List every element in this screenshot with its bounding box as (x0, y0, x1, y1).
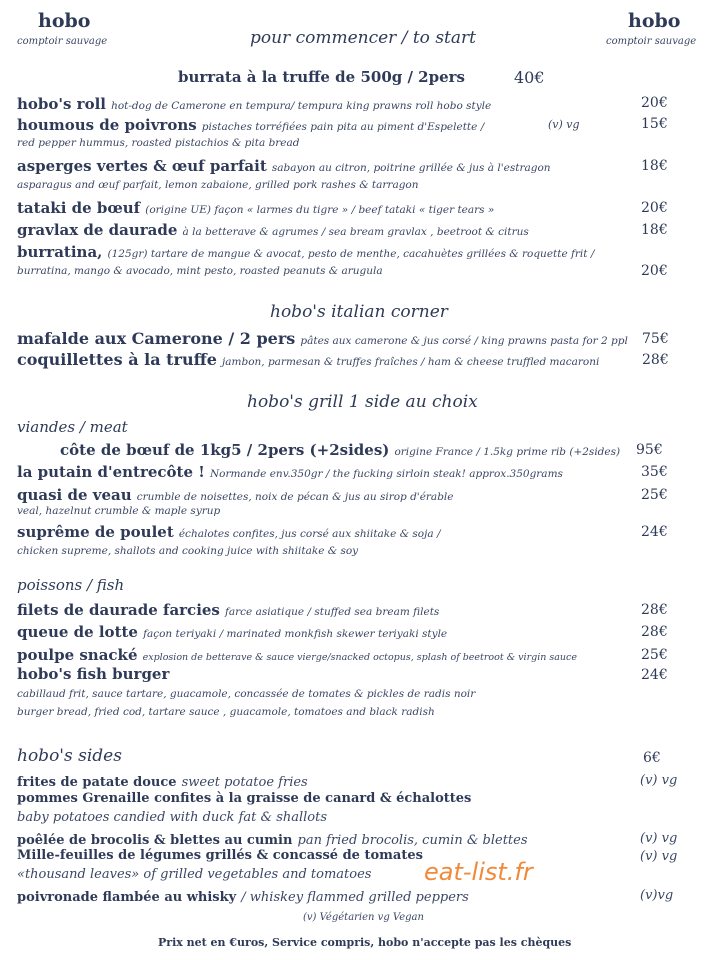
menu-item-price: 75€ (642, 331, 669, 347)
menu-item-name: gravlax de daurade (17, 221, 178, 239)
side-item-desc: / whiskey flammed grilled peppers (241, 890, 469, 905)
menu-item (17, 198, 494, 217)
menu-item-desc-en: asparagus and œuf parfait, lemon zabaione, grilled pork rashes & tarragon (17, 179, 419, 191)
menu-item-desc: (125gr) tartare de mangue & avocat, pesto de menthe, cacahuètes grillées & roquette frit / (107, 248, 595, 260)
side-item-name: poêlée de brocolis & blettes au cumin (17, 833, 293, 848)
menu-item (17, 485, 453, 504)
menu-item-price: 40€ (514, 68, 545, 87)
menu-item-price: 95€ (636, 442, 663, 458)
subsection-fish: poissons / fish (17, 576, 125, 594)
menu-item-desc: pistaches torréfiées pain pita au piment d'Espelette / (201, 121, 485, 133)
brand-right: hobo (628, 10, 681, 32)
veg-marker: (v) vg (640, 773, 678, 788)
menu-item-price: 18€ (641, 158, 668, 174)
menu-item (17, 115, 484, 134)
tagline-left: comptoir sauvage (17, 36, 108, 47)
veg-marker: (v) vg (548, 118, 580, 131)
menu-item-desc-en: burger bread, fried cod, tartare sauce , guacamole, tomatoes and black radish (17, 706, 435, 718)
side-item (17, 829, 528, 848)
menu-item-desc: cabillaud frit, sauce tartare, guacamole, concassée de tomates & pickles de radis noir (17, 688, 476, 700)
menu-item-price: 35€ (641, 464, 668, 480)
menu-item-price: 20€ (641, 263, 668, 279)
menu-item-desc: farce asiatique / stuffed sea bream filets (224, 606, 440, 618)
side-item (17, 886, 469, 905)
menu-item-name: houmous de poivrons (17, 116, 197, 134)
menu-item-name: filets de daurade farcies (17, 601, 220, 619)
menu-item-name: asperges vertes & œuf parfait (17, 157, 267, 175)
menu-item (17, 94, 491, 113)
side-item-desc: pan fried brocolis, cumin & blettes (297, 833, 528, 848)
menu-item (17, 220, 529, 239)
menu-item (17, 242, 594, 261)
side-item-name: frites de patate douce (17, 775, 177, 790)
sides-price: 6€ (643, 750, 661, 766)
subsection-meat: viandes / meat (17, 418, 128, 436)
veg-marker: (v) vg (640, 849, 678, 864)
menu-item-name: coquillettes à la truffe (17, 350, 217, 369)
menu-item (17, 462, 563, 481)
menu-item-name: tataki de bœuf (17, 199, 141, 217)
menu-item-price: 24€ (641, 667, 668, 683)
veg-marker: (v) vg (640, 831, 678, 846)
menu-item-name: la putain d'entrecôte ! (17, 463, 205, 481)
menu-item-name: burratina, (17, 243, 103, 261)
menu-item (17, 156, 551, 175)
menu-item-price: 15€ (641, 116, 668, 132)
side-item-name: pommes Grenaille confites à la graisse de canard & échalottes (17, 791, 472, 806)
menu-item (17, 522, 441, 541)
menu-item-desc: origine France / 1.5kg prime rib (+2sides) (394, 446, 621, 458)
section-title-grill: hobo's grill 1 side au choix (247, 392, 478, 412)
menu-item-name: quasi de veau (17, 486, 132, 504)
menu-item-desc: façon teriyaki / marinated monkfish skewer teriyaki style (143, 628, 448, 640)
menu-item (17, 622, 447, 641)
menu-item-desc-en: chicken supreme, shallots and cooking juice with shiitake & soy (17, 545, 359, 557)
watermark: eat-list.fr (424, 858, 533, 886)
menu-item (17, 329, 628, 348)
veg-legend: (v) Végétarien vg Vegan (303, 912, 424, 923)
menu-item-desc-en: burratina, mango & avocado, mint pesto, roasted peanuts & arugula (17, 265, 383, 277)
side-item (17, 771, 308, 790)
brand-left: hobo (38, 10, 91, 32)
section-title-starters: pour commencer / to start (250, 28, 476, 48)
menu-item-price: 20€ (641, 200, 668, 216)
menu-item-name: poulpe snacké (17, 646, 138, 664)
side-item-desc: sweet potatoe fries (181, 775, 308, 790)
menu-item-price: 20€ (641, 95, 668, 111)
menu-item-name: suprême de poulet (17, 523, 174, 541)
menu-item-desc: à la betterave & agrumes / sea bream gravlax , beetroot & citrus (182, 226, 529, 238)
menu-item-desc: crumble de noisettes, noix de pécan & jus au sirop d'érable (136, 491, 454, 503)
tagline-right: comptoir sauvage (606, 36, 697, 47)
side-item-desc: «thousand leaves» of grilled vegetables and tomatoes (17, 867, 372, 882)
menu-item (17, 600, 439, 619)
menu-item-name: queue de lotte (17, 623, 138, 641)
menu-item-name: hobo's fish burger (17, 665, 170, 683)
side-item-name: poivronade flambée au whisky (17, 890, 237, 905)
menu-item (17, 350, 599, 369)
menu-item-desc: jambon, parmesan & truffes fraîches / ham & cheese truffled macaroni (222, 356, 600, 368)
menu-item-name: mafalde aux Camerone / 2 pers (17, 329, 296, 348)
side-item-name: Mille-feuilles de légumes grillés & concassé de tomates (17, 848, 423, 863)
veg-marker: (v)vg (640, 888, 674, 903)
section-title-italian: hobo's italian corner (270, 302, 448, 322)
menu-item-name: hobo's roll (17, 95, 106, 113)
menu-item-price: 24€ (641, 524, 668, 540)
menu-item-desc-en: red pepper hummus, roasted pistachios & pita bread (17, 137, 300, 149)
footer-note: Prix net en €uros, Service compris, hobo n'accepte pas les chèques (158, 936, 572, 949)
side-item-desc: baby potatoes candied with duck fat & shallots (17, 810, 328, 825)
menu-item-desc: hot-dog de Camerone en tempura/ tempura king prawns roll hobo style (111, 100, 492, 112)
menu-item-desc: sabayon au citron, poitrine grillée & jus à l'estragon (271, 162, 551, 174)
menu-item-price: 25€ (641, 647, 668, 663)
menu-item-price: 25€ (641, 487, 668, 503)
menu-item-desc: pâtes aux camerone & jus corsé / king prawns pasta for 2 ppl (300, 335, 628, 347)
menu-item-price: 28€ (641, 602, 668, 618)
menu-item-name: côte de bœuf de 1kg5 / 2pers (+2sides) (60, 441, 390, 459)
menu-item-desc-en: veal, hazelnut crumble & maple syrup (17, 505, 221, 517)
section-title-sides: hobo's sides (17, 746, 122, 766)
menu-item-price: 18€ (641, 222, 668, 238)
menu-item-desc: Normande env.350gr / the fucking sirloin steak! approx.350grams (209, 468, 563, 480)
menu-item-desc: (origine UE) façon « larmes du tigre » / beef tataki « tiger tears » (145, 204, 495, 216)
menu-item-name: burrata à la truffe de 500g / 2pers (178, 68, 465, 86)
menu-item (60, 440, 620, 459)
menu-item-desc: explosion de betterave & sauce vierge/snacked octopus, splash of beetroot & virgin sauce (142, 652, 577, 663)
menu-item-price: 28€ (642, 352, 669, 368)
menu-item-desc: échalotes confites, jus corsé aux shiitake & soja / (178, 528, 441, 540)
menu-item-price: 28€ (641, 624, 668, 640)
menu-item (17, 645, 577, 664)
